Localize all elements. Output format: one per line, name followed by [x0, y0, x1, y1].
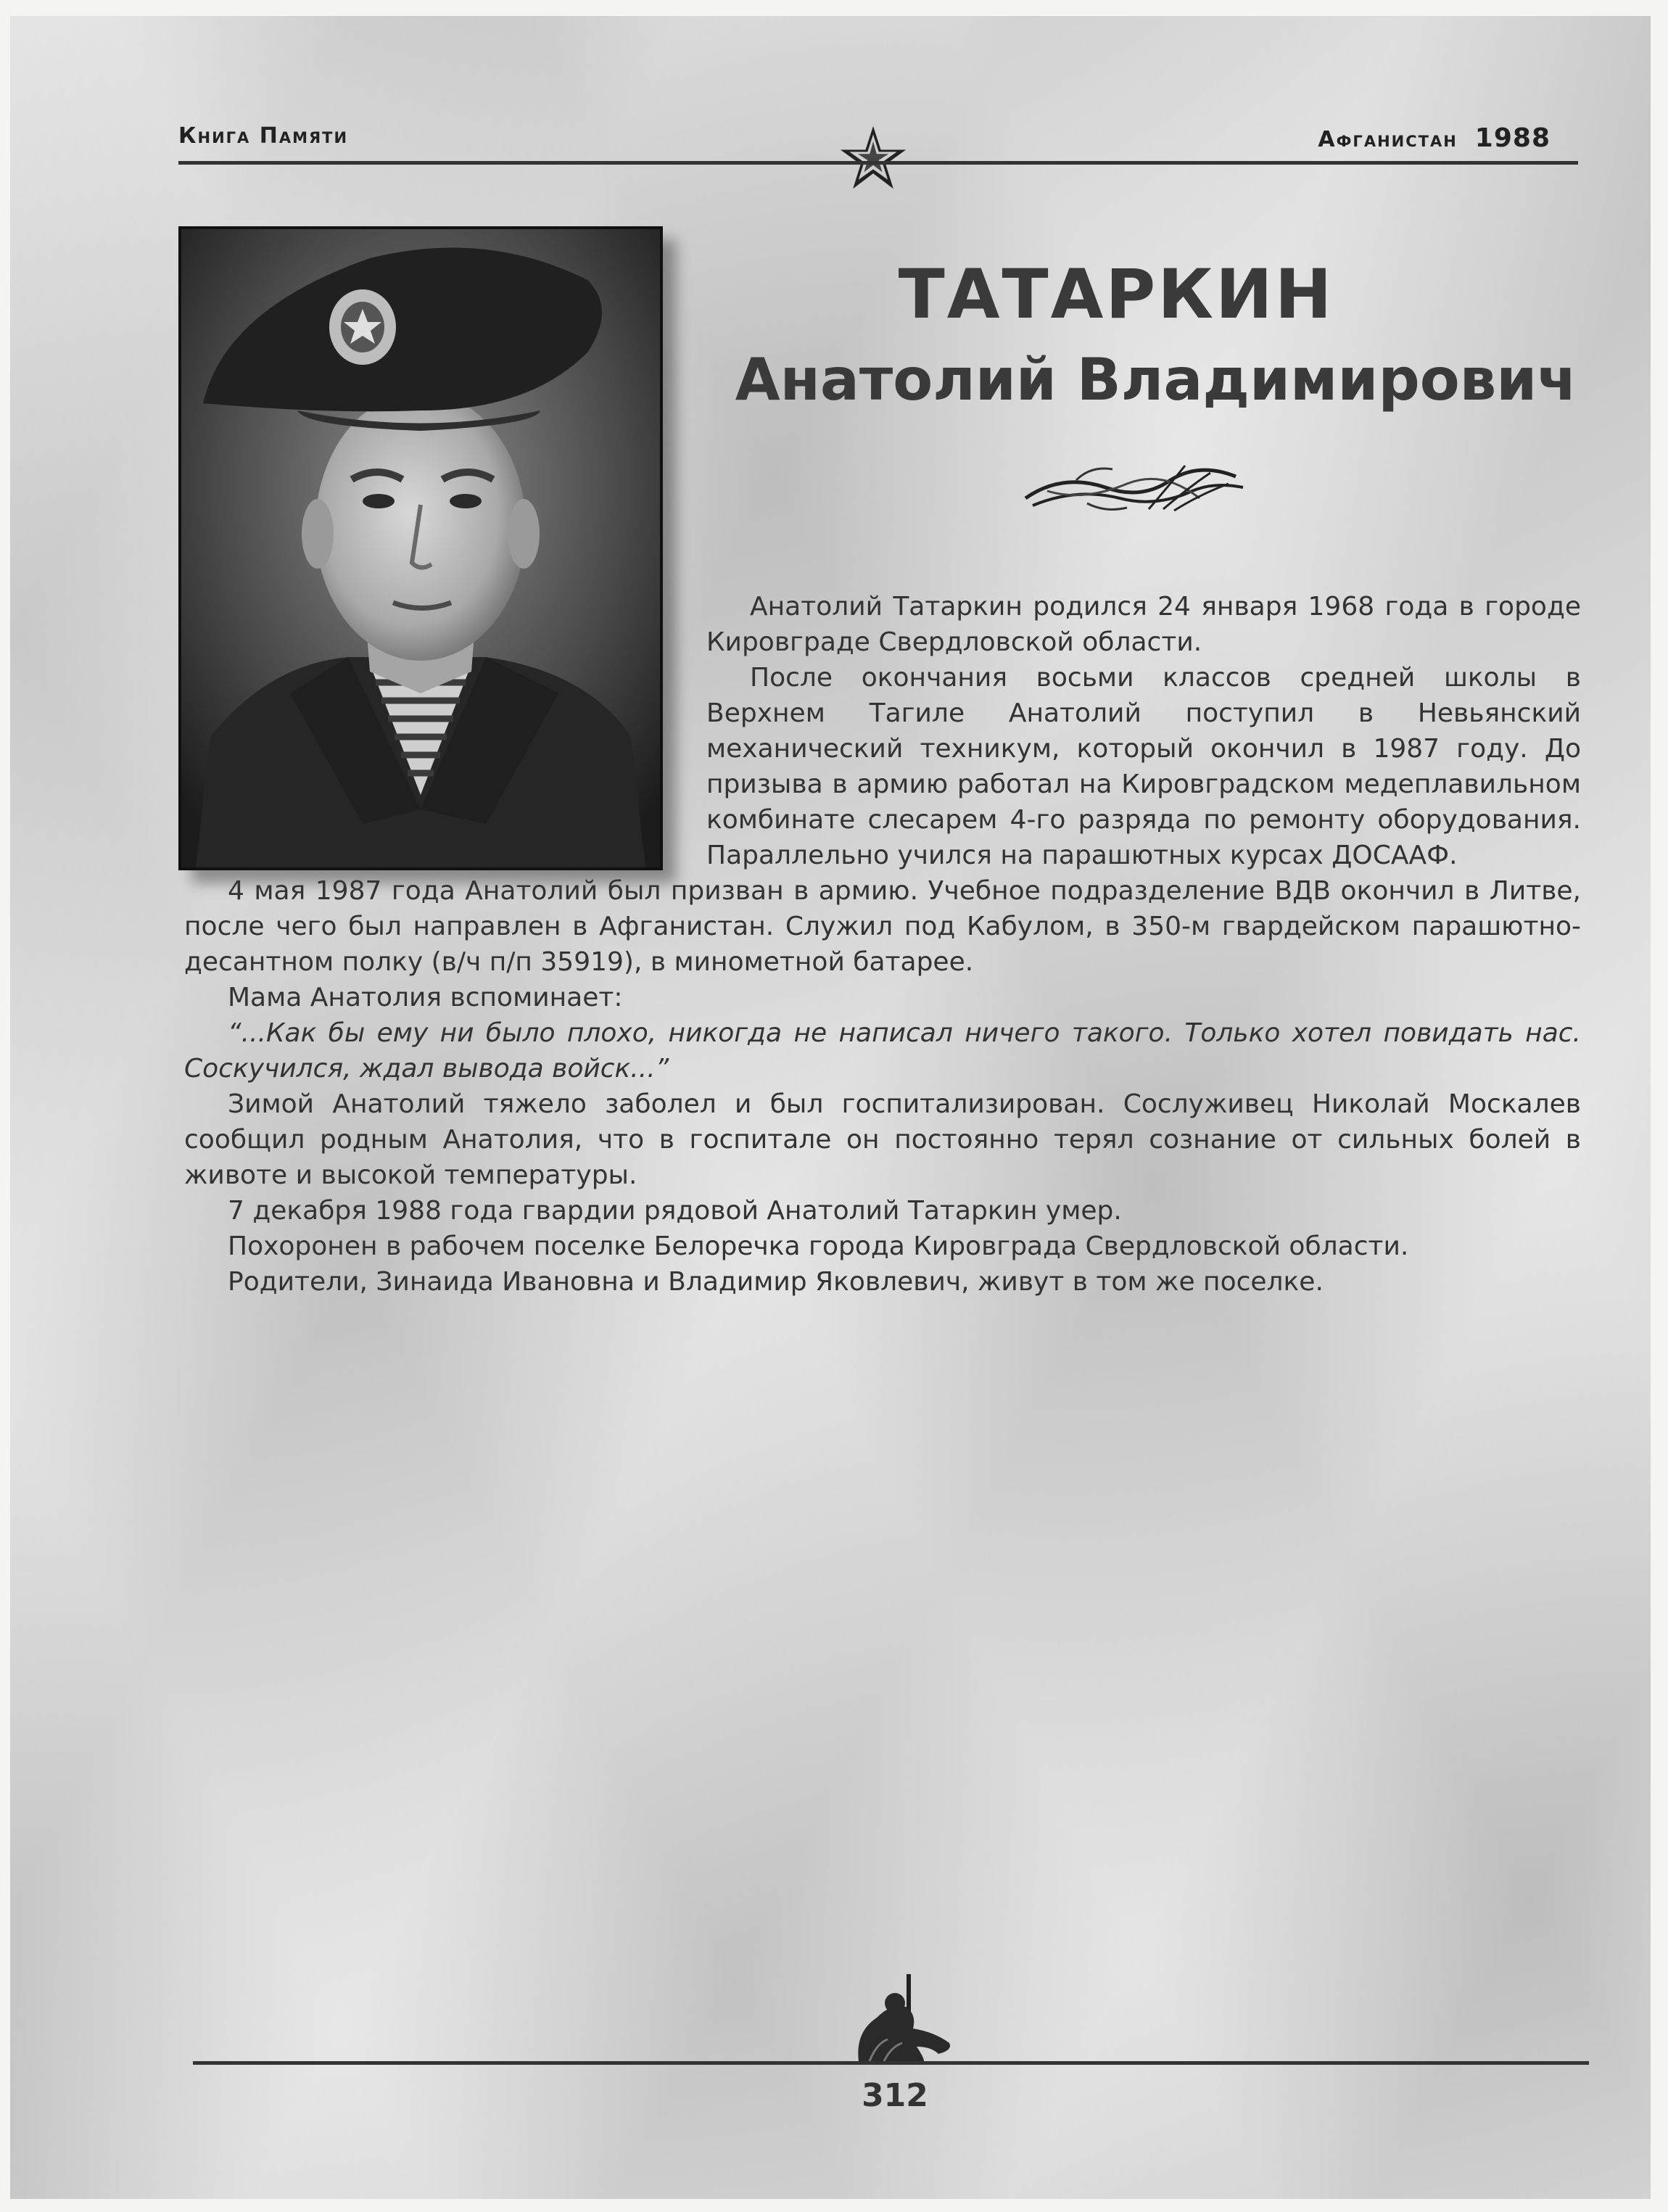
bio-paragraph-mother-intro: Мама Анатолия вспоминает: [228, 983, 623, 1012]
footer-rule [193, 2061, 1589, 2065]
page-sheet [10, 16, 1651, 2199]
header-section [1318, 123, 1551, 153]
bio-paragraph-burial: Похоронен в рабочем поселке Белоречка города Кировграда Свердловской области. [228, 1231, 1409, 1261]
bio-paragraph-death: 7 декабря 1988 года гвардии рядовой Анатолий Татаркин умер. [228, 1196, 1122, 1226]
person-surname: ТАТАРКИН [898, 255, 1334, 334]
bio-paragraph-birth: Анатолий Татаркин родился 24 января 1968 года в городе Кировграде Свердловской области. [706, 592, 1581, 657]
person-given-names: Анатолий Владимирович [735, 346, 1577, 413]
bio-paragraph-quote: “...Как бы ему ни было плохо, никогда не написал ничего такого. Только хотел повидать нас. Соскучился, ждал вывода войск...” [184, 1018, 1581, 1084]
header-book-title: Книга Памяти [178, 123, 349, 149]
header-rule [178, 161, 1578, 165]
flourish-ornament-icon [1018, 458, 1250, 516]
header-section-name: Афганистан [1318, 127, 1458, 152]
header-year: 1988 [1474, 123, 1551, 153]
bio-paragraph-parents: Родители, Зинаида Ивановна и Владимир Яковлевич, живут в том же поселке. [228, 1267, 1324, 1297]
bio-paragraph-service: 4 мая 1987 года Анатолий был призван в армию. Учебное подразделение ВДВ окончил в Литве, после чего был направлен в Афганистан. Служил под Кабулом, в 350-м гвардейском парашютно-десантном полку (в/ч п/п 35919), в минометной батарее. [184, 876, 1581, 977]
star-icon [838, 123, 908, 193]
page-number: 312 [862, 2077, 928, 2114]
bio-paragraph-education: После окончания восьми классов средней школы в Верхнем Тагиле Анатолий поступил в Невьянский механический техникум, который окончил в 1987 году. До призыва в армию работал на Кировградском медеплавильном комбинате слесарем 4-го разряда по ремонту оборудования. Параллельно учился на парашютных курсах ДОСААФ. [706, 663, 1581, 870]
bio-paragraph-illness: Зимой Анатолий тяжело заболел и был госпитализирован. Сослуживец Николай Москалев сообщил родным Анатолия, что в госпитале он постоянно терял сознание от сильных болей в животе и высокой температуры. [184, 1089, 1581, 1190]
soldier-statue-icon [815, 1974, 989, 2065]
photo-float-spacer [184, 589, 706, 856]
biography-text [184, 589, 1581, 1300]
